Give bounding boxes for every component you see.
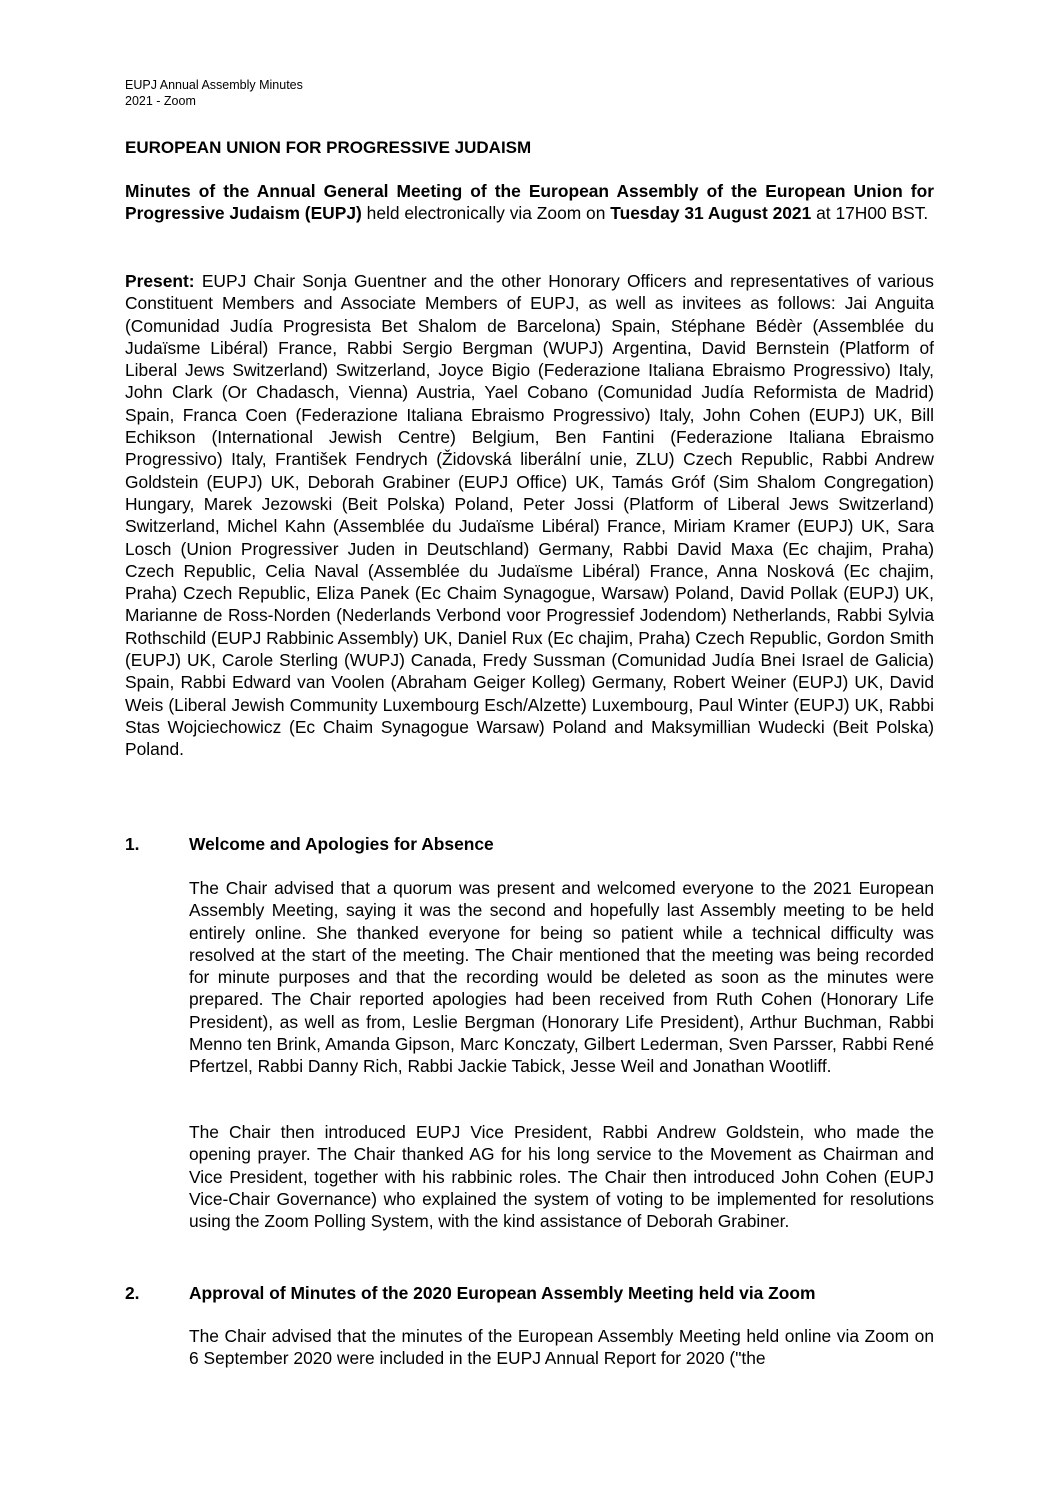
section-1-paragraph-1: The Chair advised that a quorum was present and welcomed everyone to the 2021 European Assembly Meeting, saying it was the second and hopefully last Assembly meeting to be held entirely online. She thanked everyone for being so patient while a technical difficulty was resolved at the start of the meeting. The Chair mentioned that the meeting was being recorded for minute purposes and that the recording would be deleted as soon as the minutes were prepared. The Chair reported apologies had been received from Ruth Cohen (Honorary Life President), as well as from, Leslie Bergman (Honorary Life President), Arthur Buchman, Rabbi Menno ten Brink, Amanda Gipson, Marc Konczaty, Gilbert Lederman, Sven Parsser, Rabbi René Pfertzel, Rabbi Danny Rich, Rabbi Jackie Tabick, Jesse Weil and Jonathan Wootliff. <box>189 878 934 1077</box>
section-2-number: 2. <box>125 1283 140 1303</box>
header-line-year: 2021 - Zoom <box>125 94 196 108</box>
present-attendees-text: EUPJ Chair Sonja Guentner and the other Honorary Officers and representatives of various Constituent Members and Associate Members of EUPJ, as well as invitees as follows: Jai Anguita (Comunidad Judía Progresista Bet Shalom de Barcelona) Spain, Stéphane Bédèr (Assemblée du Judaïsme Libéral) France, Rabbi Sergio Bergman (WUPJ) Argentina, David Bernstein (Platform of Liberal Jews Switzerland) Switzerland, Joyce Bigio (Federazione Italiana Ebraismo Progressivo) Italy, John Clark (Or Chadasch, Vienna) Austria, Yael Cobano (Comunidad Judía Reformista de Madrid) Spain, Franca Coen (Federazione Italiana Ebraismo Progressivo) Italy, John Cohen (EUPJ) UK, Bill Echikson (International Jewish Centre) Belgium, Ben Fantini (Federazione Italiana Ebraismo Progressivo) Italy, František Fendrych (Židovská liberální unie, ZLU) Czech Republic, Rabbi Andrew Goldstein (EUPJ) UK, Deborah Grabiner (EUPJ Office) UK, Tamás Gróf (Sim Shalom Congregation) Hungary, Marek Jezowski (Beit Polska) Poland, Peter Jossi (Platform of Liberal Jews Switzerland) Switzerland, Michel Kahn (Assemblée du Judaïsme Libéral) France, Miriam Kramer (EUPJ) UK, Sara Losch (Union Progressiver Juden in Deutschland) Germany, Rabbi David Maxa (Ec chajim, Praha) Czech Republic, Celia Naval (Assemblée du Judaïsme Libéral) France, Anna Nosková (Ec chajim, Praha) Czech Republic, Eliza Panek (Ec Chaim Synagogue, Warsaw) Poland, David Pollak (EUPJ) UK, Marianne de Ross-Norden (Nederlands Verbond voor Progressief Jodendom) Netherlands, Rabbi Sylvia Rothschild (EUPJ Rabbinic Assembly) UK, Daniel Rux (Ec chajim, Praha) Czech Republic, Gordon Smith (EUPJ) UK, Carole Sterling (WUPJ) Canada, Fredy Sussman (Comunidad Judía Bnei Israel de Galicia) Spain, Rabbi Edward van Voolen (Abraham Geiger Kolleg) Germany, Robert Weiner (EUPJ) UK, David Weis (Liberal Jewish Community Luxembourg Esch/Alzette) Luxembourg, Paul Winter (EUPJ) UK, Rabbi Stas Wojciechowicz (Ec Chaim Synagogue Warsaw) Poland and Maksymillian Wudecki (Beit Polska) Poland. <box>125 271 934 760</box>
present-paragraph <box>125 270 934 761</box>
section-2-heading <box>125 1282 816 1304</box>
intro-paragraph <box>125 180 934 225</box>
intro-text-mid: held electronically via Zoom on <box>361 203 611 224</box>
section-1-number: 1. <box>125 834 140 854</box>
section-1-title: Welcome and Apologies for Absence <box>189 834 494 854</box>
organization-title: EUROPEAN UNION FOR PROGRESSIVE JUDAISM <box>125 138 532 157</box>
header-line-title: EUPJ Annual Assembly Minutes <box>125 78 303 92</box>
present-label: Present: <box>125 271 195 291</box>
running-header <box>125 77 303 109</box>
section-1-paragraph-2: The Chair then introduced EUPJ Vice President, Rabbi Andrew Goldstein, who made the opening prayer. The Chair thanked AG for his long service to the Movement as Chairman and Vice President, together with his rabbinic roles. The Chair then introduced John Cohen (EUPJ Vice-Chair Governance) who explained the system of voting to be implemented for resolutions using the Zoom Polling System, with the kind assistance of Deborah Grabiner. <box>189 1122 934 1232</box>
intro-bold-date: Tuesday 31 August 2021 <box>610 203 812 224</box>
section-1-heading <box>125 833 494 855</box>
section-2-title: Approval of Minutes of the 2020 European Assembly Meeting held via Zoom <box>189 1283 816 1303</box>
intro-text-end: at 17H00 BST. <box>811 203 929 224</box>
section-2-paragraph-1: The Chair advised that the minutes of the European Assembly Meeting held online via Zoom on 6 September 2020 were included in the EUPJ Annual Report for 2020 ("the <box>189 1326 934 1369</box>
intro-bold-lead: Minutes of the Annual General Meeting of the European Assembly of the European Union for Progressive Judaism (EUPJ) <box>125 181 934 224</box>
